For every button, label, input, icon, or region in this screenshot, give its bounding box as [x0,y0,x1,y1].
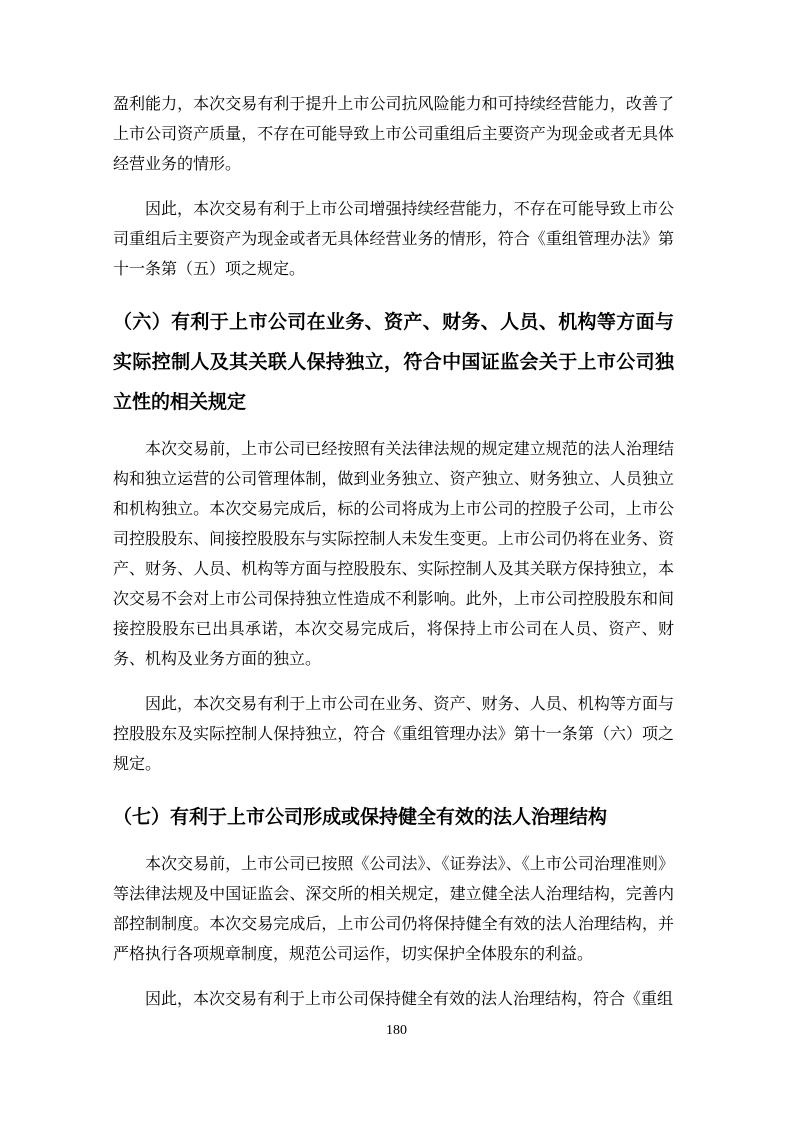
page-number: 180 [386,1023,407,1038]
paragraph-conclusion-item6: 因此，本次交易有利于上市公司在业务、资产、财务、人员、机构等方面与控股股东及实际控制人保持独立，符合《重组管理办法》第十一条第（六）项之规定。 [113,696,674,773]
heading-item6-independence: （六）有利于上市公司在业务、资产、财务、人员、机构等方面与实际控制人及其关联人保持独立，符合中国证监会关于上市公司独立性的相关规定 [113,312,674,413]
paragraph-governance-body: 本次交易前，上市公司已按照《公司法》、《证券法》、《上市公司治理准则》等法律法规及中国证监会、深交所的相关规定，建立健全法人治理结构，完善内部控制制度。本次交易完成后，上市公司仍将保持健全有效的法人治理结构，并严格执行各项规章制度，规范公司运作，切实保护全体股东的利益。 [113,856,674,963]
paragraph-independence-body: 本次交易前，上市公司已经按照有关法律法规的规定建立规范的法人治理结构和独立运营的公司管理体制，做到业务独立、资产独立、财务独立、人员独立和机构独立。本次交易完成后，标的公司将成为上市公司的控股子公司，上市公司控股股东、间接控股股东与实际控制人未发生变更。上市公司仍将在业务、资产、财务、人员、机构等方面与控股股东、实际控制人及其关联方保持独立，本次交易不会对上市公司保持独立性造成不利影响。此外，上市公司控股股东和间接控股股东已出具承诺，本次交易完成后，将保持上市公司在人员、资产、财务、机构及业务方面的独立。 [113,441,674,668]
paragraph-conclusion-item7-partial: 因此，本次交易有利于上市公司保持健全有效的法人治理结构，符合《重组 [145,991,674,1008]
heading-item7-governance: （七）有利于上市公司形成或保持健全有效的法人治理结构 [113,807,608,828]
paragraph-profitability-continued: 盈利能力，本次交易有利于提升上市公司抗风险能力和可持续经营能力，改善了上市公司资产质量，不存在可能导致上市公司重组后主要资产为现金或者无具体经营业务的情形。 [113,96,674,173]
paragraph-conclusion-item5: 因此，本次交易有利于上市公司增强持续经营能力，不存在可能导致上市公司重组后主要资产为现金或者无具体经营业务的情形，符合《重组管理办法》第十一条第（五）项之规定。 [113,201,674,278]
